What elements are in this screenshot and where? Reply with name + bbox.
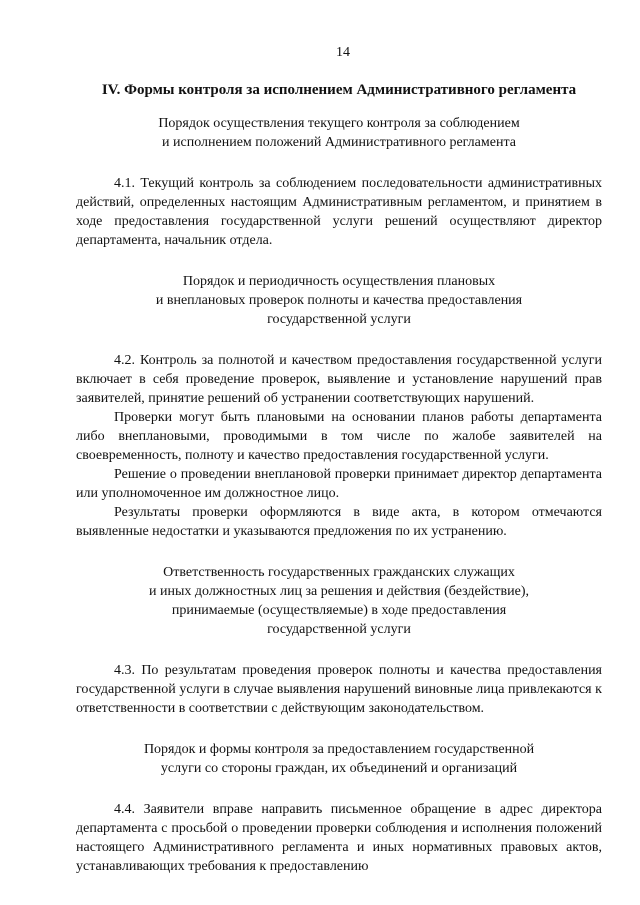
subheading-line: принимаемые (осуществляемые) в ходе предоставления bbox=[171, 603, 507, 618]
subheading-current-control bbox=[76, 114, 602, 152]
subheading-line: Порядок осуществления текущего контроля за соблюдением bbox=[158, 116, 520, 131]
subheading-inspections bbox=[76, 272, 602, 329]
subheading-line: Порядок и периодичность осуществления плановых bbox=[182, 274, 496, 289]
subheading-line: и исполнением положений Административного регламента bbox=[162, 135, 516, 150]
subheading-public-control bbox=[76, 740, 602, 778]
subheading-line: услуги со стороны граждан, их объединений и организаций bbox=[160, 761, 518, 776]
subheading-line: и иных должностных лиц за решения и действия (бездействие), bbox=[149, 584, 529, 599]
page-number: 14 bbox=[336, 45, 350, 60]
paragraph-4-3: 4.3. По результатам проведения проверок полноты и качества предоставления государственной услуги в случае выявления нарушений виновные лица привлекаются к ответственности в соответствии с действующим законодательством. bbox=[76, 663, 602, 716]
subheading-line: государственной услуги bbox=[267, 312, 411, 327]
paragraph-unplanned-decision: Решение о проведении внеплановой проверки принимает директор департамента или уполномоченное им должностное лицо. bbox=[76, 467, 602, 501]
subheading-line: государственной услуги bbox=[267, 622, 411, 637]
paragraph-4-1: 4.1. Текущий контроль за соблюдением последовательности административных действий, определенных настоящим Административным регламентом, и принятием в ходе предоставления государственной услуги решений осуществляют директор департамента, начальник отдела. bbox=[76, 176, 602, 248]
section-title: IV. Формы контроля за исполнением Административного регламента bbox=[101, 82, 577, 98]
subheading-line: Ответственность государственных гражданских служащих bbox=[163, 565, 515, 580]
paragraph-inspection-results: Результаты проверки оформляются в виде акта, в котором отмечаются выявленные недостатки и указываются предложения по их устранению. bbox=[76, 505, 602, 539]
paragraph-4-2: 4.2. Контроль за полнотой и качеством предоставления государственной услуги включает в себя проведение проверок, выявление и установление нарушений прав заявителей, принятие решений об устранении соответствующих нарушений. bbox=[76, 353, 602, 406]
subheading-line: и внеплановых проверок полноты и качества предоставления bbox=[155, 293, 523, 308]
paragraph-inspections-types: Проверки могут быть плановыми на основании планов работы департамента либо внеплановыми, проводимыми в том числе по жалобе заявителей на своевременность, полноту и качество предоставления государственной услуги. bbox=[76, 410, 602, 463]
subheading-responsibility bbox=[76, 563, 602, 639]
subheading-line: Порядок и формы контроля за предоставлением государственной bbox=[143, 742, 535, 757]
paragraph-4-4: 4.4. Заявители вправе направить письменное обращение в адрес директора департамента с просьбой о проведении проверки соблюдения и исполнения положений настоящего Административного регламента и иных нормативных правовых актов, устанавливающих требования к предоставлению bbox=[76, 802, 602, 874]
